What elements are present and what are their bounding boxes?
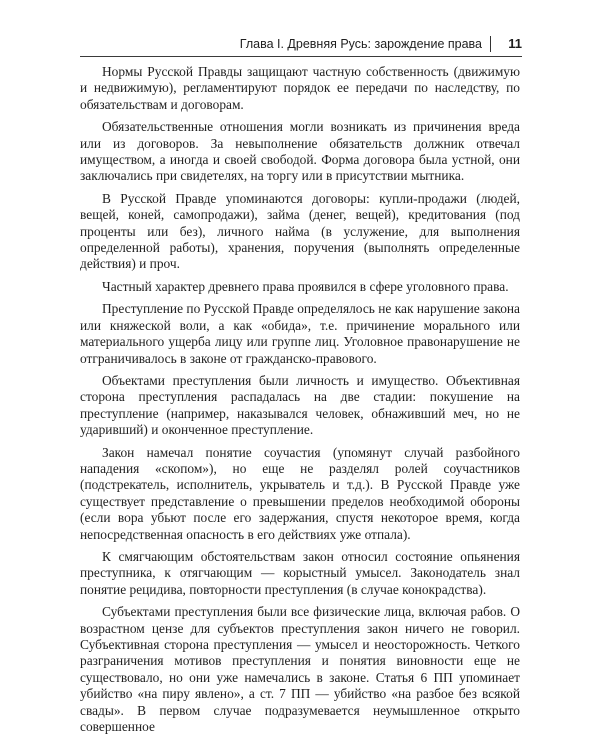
page-number: 11 <box>508 36 522 51</box>
paragraph: Субъектами преступления были все физические лица, включая рабов. О возрастном цензе для субъектов преступления закон ничего не говорил. Субъективная сторона преступления — умысел и неосторожность. Четкого разграничения мотивов преступления и понятия виновности еще не существовало, но они уже намечались в законе. Статья 6 ПП упоминает убийство «на пиру явлено», а ст. 7 ПП — убийство «на разбое без всякой свады». В первом случае подразумевается неумышленное открыто совершенное <box>80 604 520 735</box>
paragraph: В Русской Правде упоминаются договоры: купли-продажи (людей, вещей, коней, самопродажи), займа (денег, вещей), кредитования (под проценты или без), личного найма (в услужение, для выполнения определенной работы), хранения, поручения (выполнять определенные действия) и проч. <box>80 190 520 272</box>
paragraph: Объектами преступления были личность и имущество. Объективная сторона преступления распадалась на две стадии: покушение на преступление (например, наказывался человек, обнаживший меч, но не ударивший) и оконченное преступление. <box>80 372 520 438</box>
paragraph: Преступление по Русской Правде определялось не как нарушение закона или княжеской воли, а как «обида», т.е. причинение морального или материального ущерба лицу или группе лиц. Уголовное правонарушение не отграничивалось в законе от гражданско-правового. <box>80 301 520 366</box>
running-title: Глава I. Древняя Русь: зарождение права <box>239 37 482 51</box>
body-text <box>80 64 520 741</box>
paragraph: Нормы Русской Правды защищают частную собственность (движимую и недвижимую), регламентируют порядок ее передачи по наследству, по обязательствам и договорам. <box>80 64 520 112</box>
header-separator <box>490 36 491 52</box>
paragraph: К смягчающим обстоятельствам закон относил состояние опьянения преступника, к отягчающим — корыстный умысел. Законодатель знал понятие рецидива, повторности преступления (в случае конокрадства). <box>80 548 520 597</box>
paragraph: Обязательственные отношения могли возникать из причинения вреда или из договоров. За невыполнение обязательств должник отвечал имуществом, а иногда и своей свободой. Форма договора была устной, они заключались при свидетелях, на торгу или в присутствии мытника. <box>80 119 520 184</box>
paragraph: Частный характер древнего права проявился в сфере уголовного права. <box>102 278 509 294</box>
paragraph: Закон намечал понятие соучастия (упомянут случай разбойного нападения «скопом»), но еще не разделял ролей соучастников (подстрекатель, исполнитель, укрыватель и т.д.). В Русской Правде уже существует представление о превышении пределов необходимой обороны (если вора убьют после его задержания, спустя некоторое время, когда непосредственная опасность в его действиях уже отпала). <box>80 444 520 542</box>
running-header <box>80 36 522 57</box>
